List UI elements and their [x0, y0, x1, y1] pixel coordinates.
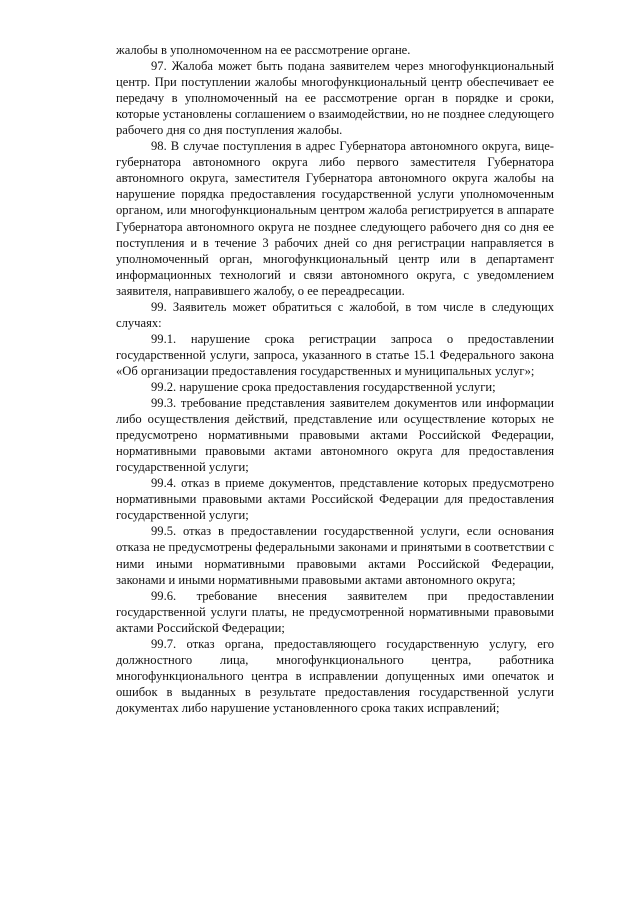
paragraph-99-1: 99.1. нарушение срока регистрации запроса о предоставлении государственной услуги, запроса, указанного в статье 15.1 Федерального закона «Об организации предоставления государственных и муниципальных услуг»; [116, 331, 554, 378]
paragraph-99-3: 99.3. требование представления заявителем документов или информации либо осуществления действий, представление или осуществление которых не предусмотрено нормативными правовыми актами Российской Федерации, нормативными правовыми актами автономного округа для предоставления государственной услуги; [116, 396, 554, 475]
paragraph-97: 97. Жалоба может быть подана заявителем через многофункциональный центр. При поступлении жалобы многофункциональный центр обеспечивает ее передачу в уполномоченный на ее рассмотрение орган в порядке и сроки, которые установлены соглашением о взаимодействии, но не позднее следующего рабочего дня со дня поступления жалобы. [116, 59, 554, 138]
paragraph-99-7: 99.7. отказ органа, предоставляющего государственную услугу, его должностного лица, многофункционального центра, работника многофункционального центра в исправлении допущенных ими опечаток и ошибок в выданных в результате предоставления государственной услуги документах либо нарушение установленного срока таких исправлений; [116, 636, 554, 715]
paragraph-99-2: 99.2. нарушение срока предоставления государственной услуги; [151, 379, 496, 394]
paragraph-99-5: 99.5. отказ в предоставлении государственной услуги, если основания отказа не предусмотрены федеральными законами и принятыми в соответствии с ними иными нормативными правовыми актами Российской Федерации, законами и иными нормативными правовыми актами автономного округа; [116, 524, 554, 587]
paragraph-continuation: жалобы в уполномоченном на ее рассмотрение органе. [116, 43, 411, 57]
paragraph-99-4: 99.4. отказ в приеме документов, представление которых предусмотрено нормативными правовыми актами Российской Федерации для предоставления государственной услуги; [116, 476, 554, 523]
paragraph-99-6: 99.6. требование внесения заявителем при предоставлении государственной услуги платы, не предусмотренной нормативными правовыми актами Российской Федерации; [116, 588, 554, 635]
paragraph-99: 99. Заявитель может обратиться с жалобой, в том числе в следующих случаях: [116, 299, 554, 330]
paragraph-98: 98. В случае поступления в адрес Губернатора автономного округа, вице-губернатора автономного округа либо первого заместителя Губернатора автономного округа, заместителя Губернатора автономного округа жалобы на нарушение порядка предоставления государственной услуги уполномоченным органом, или многофункциональным центром жалоба регистрируется в аппарате Губернатора автономного округа не позднее следующего рабочего дня со дня ее поступления и в течение 3 рабочих дней со дня регистрации направляется в уполномоченный орган, многофункциональный центр или в департамент информационных технологий и связи автономного округа, с уведомлением заявителя, направившего жалобу, о ее переадресации. [116, 139, 554, 298]
document-page [116, 42, 554, 716]
